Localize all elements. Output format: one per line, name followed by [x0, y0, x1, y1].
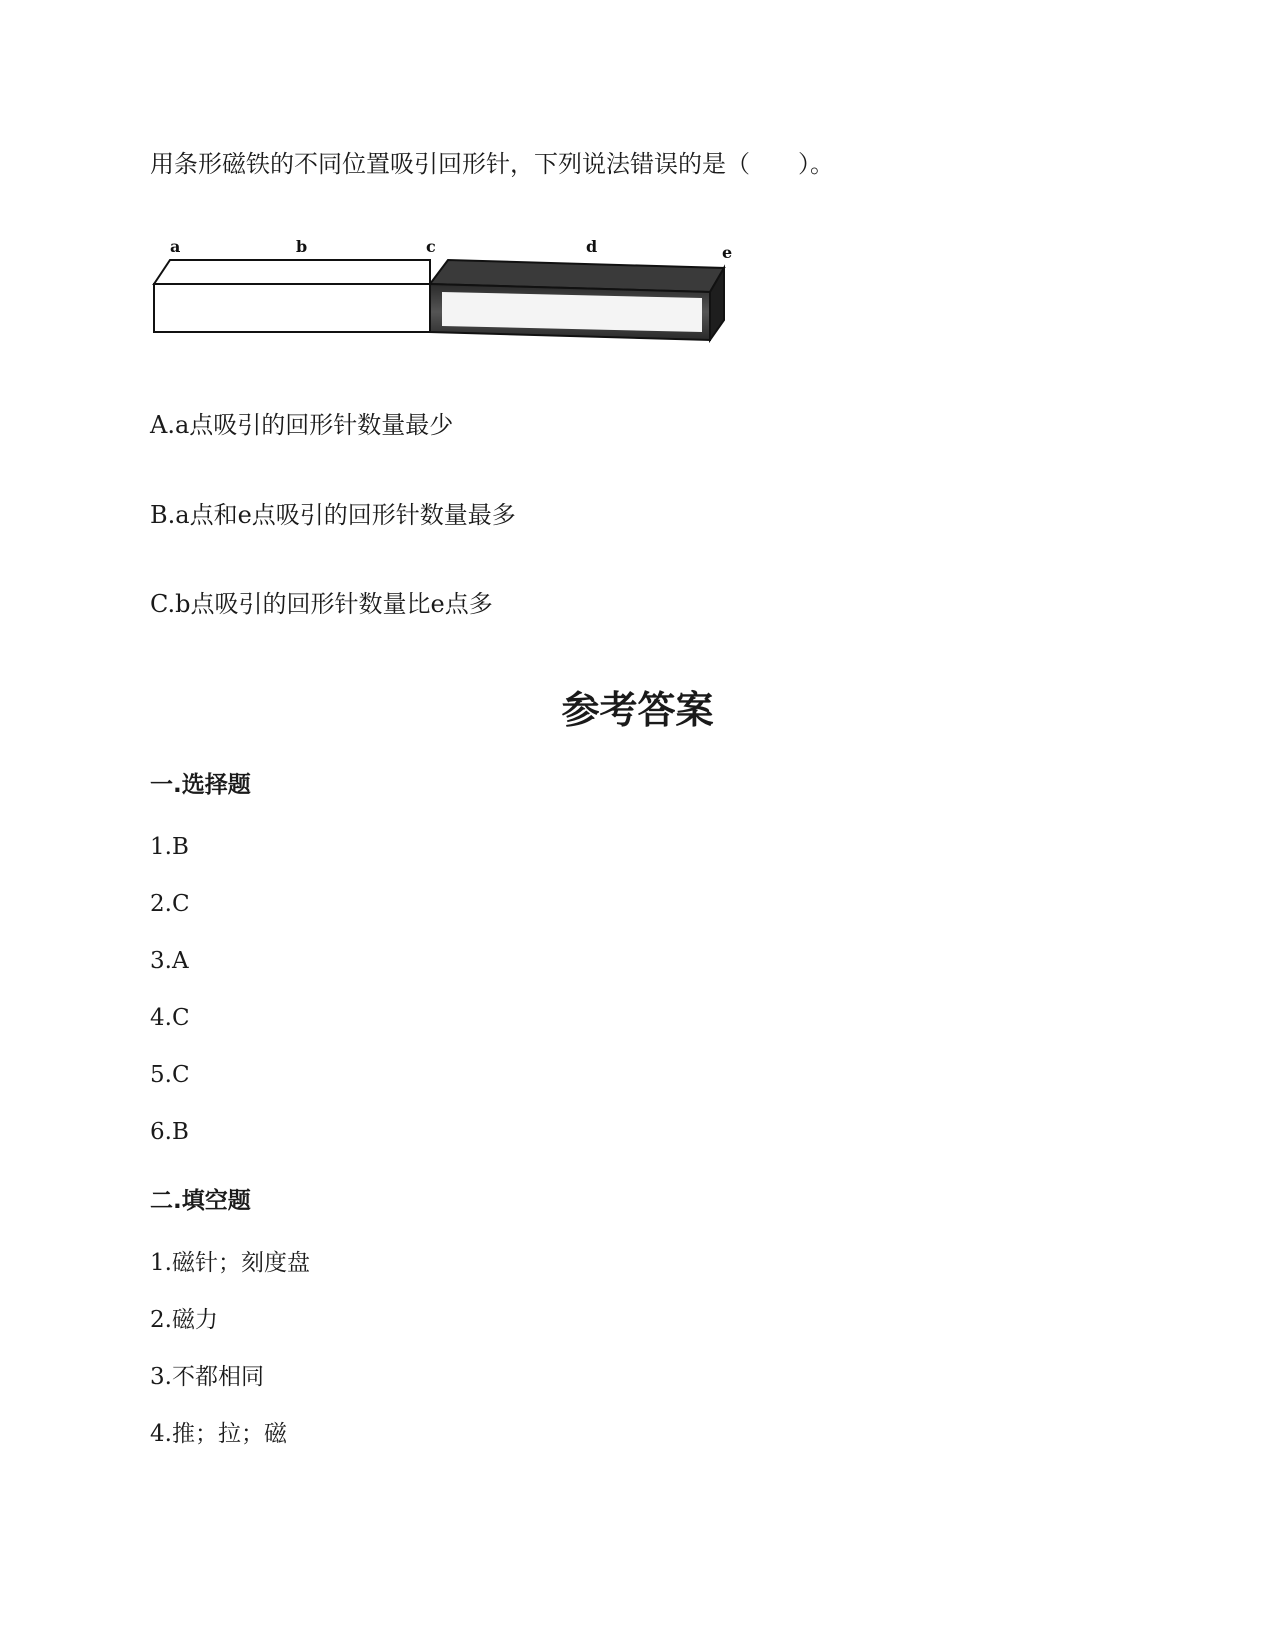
label-b: b — [296, 237, 308, 256]
label-e: e — [722, 243, 733, 262]
option-c: C.b点吸引的回形针数量比e点多 — [150, 590, 493, 618]
label-a: a — [170, 237, 181, 256]
answer-item: 3.A — [150, 948, 189, 974]
bar-magnet-figure — [150, 236, 740, 356]
answer-item: 3.不都相同 — [150, 1364, 264, 1390]
answer-key-title: 参考答案 — [561, 688, 714, 732]
answer-item: 1.B — [150, 834, 189, 860]
magnet-dark-front-inner — [442, 292, 702, 332]
section-heading-fill-blank: 二.填空题 — [150, 1188, 251, 1214]
answer-item: 6.B — [150, 1119, 189, 1145]
label-c: c — [426, 237, 436, 256]
answer-item: 2.C — [150, 891, 190, 917]
answer-item: 2.磁力 — [150, 1307, 218, 1333]
answer-item: 5.C — [150, 1062, 190, 1088]
answer-item: 4.推；拉；磁 — [150, 1421, 287, 1447]
option-b: B.a点和e点吸引的回形针数量最多 — [150, 501, 516, 529]
magnet-white-front — [154, 284, 430, 332]
label-d: d — [586, 237, 598, 256]
answer-item: 4.C — [150, 1005, 190, 1031]
option-a: A.a点吸引的回形针数量最少 — [150, 411, 454, 439]
answer-item: 1.磁针；刻度盘 — [150, 1250, 310, 1276]
question-text: 用条形磁铁的不同位置吸引回形针，下列说法错误的是（ ）。 — [150, 150, 834, 178]
magnet-white-top — [154, 260, 430, 284]
section-heading-choice: 一.选择题 — [150, 772, 251, 798]
